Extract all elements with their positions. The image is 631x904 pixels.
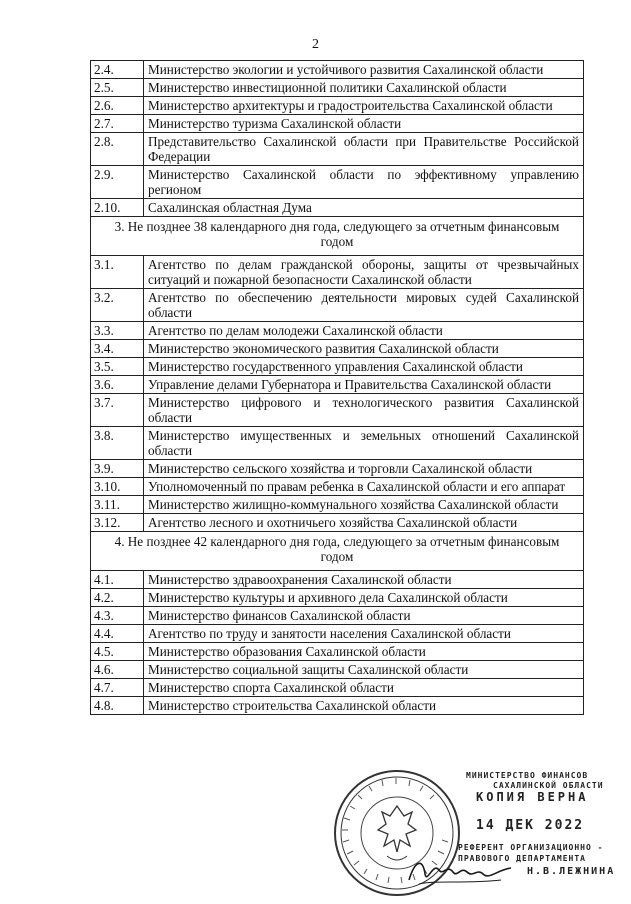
section-header: 3. Не позднее 38 календарного дня года, следующего за отчетным финансовым годом — [91, 217, 584, 256]
table-row — [91, 589, 584, 607]
table-row — [91, 289, 584, 322]
row-number: 3.10. — [91, 478, 144, 496]
row-number: 4.3. — [91, 607, 144, 625]
table-body — [91, 61, 584, 715]
row-number: 4.8. — [91, 697, 144, 715]
row-organization: Министерство архитектуры и градостроительства Сахалинской области — [144, 97, 584, 115]
table-row — [91, 166, 584, 199]
row-organization: Министерство туризма Сахалинской области — [144, 115, 584, 133]
row-number: 3.12. — [91, 514, 144, 532]
stamp-copy-true: КОПИЯ ВЕРНА — [476, 790, 589, 804]
table-row — [91, 697, 584, 715]
row-organization: Агентство лесного и охотничьего хозяйства Сахалинской области — [144, 514, 584, 532]
table-row — [91, 322, 584, 340]
row-organization: Агентство по труду и занятости населения Сахалинской области — [144, 625, 584, 643]
row-organization: Представительство Сахалинской области при Правительстве Российской Федерации — [144, 133, 584, 166]
row-number: 4.4. — [91, 625, 144, 643]
row-organization: Управление делами Губернатора и Правительства Сахалинской области — [144, 376, 584, 394]
row-organization: Министерство сельского хозяйства и торговли Сахалинской области — [144, 460, 584, 478]
row-organization: Министерство экономического развития Сахалинской области — [144, 340, 584, 358]
table-row — [91, 496, 584, 514]
row-number: 3.9. — [91, 460, 144, 478]
row-organization: Агентство по делам молодежи Сахалинской области — [144, 322, 584, 340]
row-organization: Министерство здравоохранения Сахалинской области — [144, 571, 584, 589]
row-organization: Уполномоченный по правам ребенка в Сахалинской области и его аппарат — [144, 478, 584, 496]
row-number: 4.2. — [91, 589, 144, 607]
stamp-line-referent: РЕФЕРЕНТ ОРГАНИЗАЦИОННО - — [458, 843, 604, 852]
row-number: 4.1. — [91, 571, 144, 589]
stamp-line-department: ПРАВОВОГО ДЕПАРТАМЕНТА — [458, 854, 586, 863]
row-organization: Министерство образования Сахалинской области — [144, 643, 584, 661]
table-row — [91, 460, 584, 478]
table-row — [91, 115, 584, 133]
row-number: 3.5. — [91, 358, 144, 376]
row-number: 2.9. — [91, 166, 144, 199]
section-header: 4. Не позднее 42 календарного дня года, следующего за отчетным финансовым годом — [91, 532, 584, 571]
row-organization: Министерство государственного управления Сахалинской области — [144, 358, 584, 376]
table-row — [91, 256, 584, 289]
row-organization: Министерство цифрового и технологического развития Сахалинской области — [144, 394, 584, 427]
table-row — [91, 376, 584, 394]
row-number: 4.5. — [91, 643, 144, 661]
stamp-line-region: САХАЛИНСКОЙ ОБЛАСТИ — [493, 781, 604, 790]
row-organization: Агентство по обеспечению деятельности мировых судей Сахалинской области — [144, 289, 584, 322]
row-number: 2.10. — [91, 199, 144, 217]
table-row — [91, 427, 584, 460]
stamp-line-ministry: МИНИСТЕРСТВО ФИНАНСОВ — [466, 771, 589, 780]
table-row — [91, 607, 584, 625]
row-number: 2.7. — [91, 115, 144, 133]
table-row — [91, 394, 584, 427]
table-row — [91, 79, 584, 97]
table-row — [91, 133, 584, 166]
row-number: 4.6. — [91, 661, 144, 679]
row-number: 2.4. — [91, 61, 144, 79]
row-organization: Министерство строительства Сахалинской области — [144, 697, 584, 715]
stamp-name: Н.В.ЛЕЖНИНА — [527, 866, 616, 877]
row-number: 3.3. — [91, 322, 144, 340]
table-row — [91, 571, 584, 589]
deadline-table — [90, 60, 584, 715]
row-organization: Министерство жилищно-коммунального хозяйства Сахалинской области — [144, 496, 584, 514]
row-organization: Министерство инвестиционной политики Сахалинской области — [144, 79, 584, 97]
row-organization: Министерство Сахалинской области по эффективному управлению регионом — [144, 166, 584, 199]
row-organization: Министерство культуры и архивного дела Сахалинской области — [144, 589, 584, 607]
table-row — [91, 340, 584, 358]
row-number: 3.8. — [91, 427, 144, 460]
row-number: 2.8. — [91, 133, 144, 166]
signature-icon — [405, 850, 515, 890]
section-header-row — [91, 532, 584, 571]
table-row — [91, 625, 584, 643]
row-number: 3.7. — [91, 394, 144, 427]
table-row — [91, 97, 584, 115]
section-header-row — [91, 217, 584, 256]
row-organization: Министерство социальной защиты Сахалинской области — [144, 661, 584, 679]
table-row — [91, 679, 584, 697]
row-number: 4.7. — [91, 679, 144, 697]
row-organization: Агентство по делам гражданской обороны, защиты от чрезвычайных ситуаций и пожарной безопасности Сахалинской области — [144, 256, 584, 289]
row-organization: Сахалинская областная Дума — [144, 199, 584, 217]
row-number: 2.5. — [91, 79, 144, 97]
table-row — [91, 661, 584, 679]
page-number: 2 — [312, 37, 319, 52]
row-number: 2.6. — [91, 97, 144, 115]
row-organization: Министерство спорта Сахалинской области — [144, 679, 584, 697]
table-row — [91, 478, 584, 496]
row-number: 3.11. — [91, 496, 144, 514]
row-number: 3.6. — [91, 376, 144, 394]
row-organization: Министерство финансов Сахалинской области — [144, 607, 584, 625]
row-number: 3.2. — [91, 289, 144, 322]
stamp-date: 14 ДЕК 2022 — [476, 818, 585, 833]
row-number: 3.1. — [91, 256, 144, 289]
table-row — [91, 358, 584, 376]
row-organization: Министерство имущественных и земельных отношений Сахалинской области — [144, 427, 584, 460]
table-row — [91, 61, 584, 79]
row-number: 3.4. — [91, 340, 144, 358]
row-organization: Министерство экологии и устойчивого развития Сахалинской области — [144, 61, 584, 79]
table-row — [91, 199, 584, 217]
table-row — [91, 514, 584, 532]
table-row — [91, 643, 584, 661]
